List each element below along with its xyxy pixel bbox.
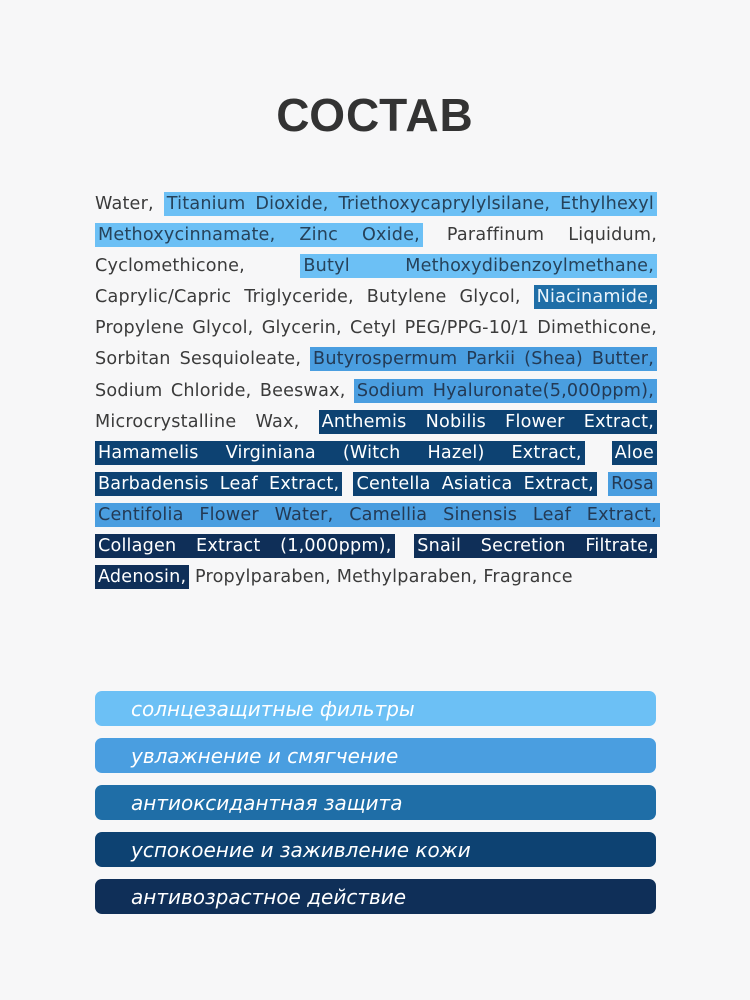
legend-moisturizing: увлажнение и смягчение [95, 738, 656, 773]
ingredient-highlight-sunscreen: Titanium Dioxide, Triethoxycaprylylsilane, Ethylhexyl Methoxycinnamate, Zinc Oxide, [95, 192, 657, 247]
ingredient-text: Propylene Glycol, Glycerin, Cetyl PEG/PPG-10/1 Dimethicone, Sorbitan Sesquioleate, [95, 318, 657, 370]
ingredient-text: Propylparaben, Methylparaben, Fragrance [189, 567, 573, 588]
ingredient-spacer [342, 474, 353, 494]
ingredient-text: Microcrystalline Wax, [95, 411, 319, 432]
ingredient-spacer [395, 536, 415, 556]
legend [95, 691, 656, 926]
ingredient-spacer [585, 443, 612, 463]
ingredient-highlight-moisturizing: Butyrospermum Parkii (Shea) Butter, [310, 347, 657, 371]
ingredient-text: Paraffinum Liquidum, Cyclomethicone, [95, 225, 657, 277]
ingredient-highlight-sunscreen: Butyl Methoxydibenzoylmethane, [300, 254, 657, 278]
ingredient-highlight-antiaging: Adenosin, [95, 565, 189, 589]
ingredient-highlight-soothing: Aloe Barbadensis Leaf Extract, [95, 441, 657, 496]
ingredient-highlight-moisturizing: Rosa Centifolia Flower Water, Camellia Sinensis Leaf Extract, [95, 472, 660, 527]
ingredient-spacer [597, 474, 608, 494]
ingredient-text: Caprylic/Capric Triglyceride, Butylene Glycol, [95, 287, 534, 308]
ingredient-highlight-soothing: Hamamelis Virginiana (Witch Hazel) Extract, [95, 441, 585, 465]
ingredient-highlight-antiaging: Collagen Extract (1,000ppm), [95, 534, 395, 558]
legend-antiaging: антивозрастное действие [95, 879, 656, 914]
ingredient-highlight-antioxidant: Niacinamide, [534, 285, 657, 309]
page-title: СОСТАВ [276, 89, 474, 141]
ingredients-list [95, 189, 657, 593]
ingredient-highlight-antiaging: Snail Secretion Filtrate, [414, 534, 657, 558]
ingredient-text: Sodium Chloride, Beeswax, [95, 380, 354, 401]
ingredient-highlight-soothing: Centella Asiatica Extract, [353, 472, 596, 496]
ingredient-highlight-soothing: Anthemis Nobilis Flower Extract, [319, 410, 657, 434]
ingredient-highlight-moisturizing: Sodium Hyaluronate(5,000ppm), [354, 379, 657, 403]
legend-soothing: успокоение и заживление кожи [95, 832, 656, 867]
legend-sunscreen-filters: солнцезащитные фильтры [95, 691, 656, 726]
ingredient-text: Water, [95, 194, 164, 214]
legend-antioxidant: антиоксидантная защита [95, 785, 656, 820]
